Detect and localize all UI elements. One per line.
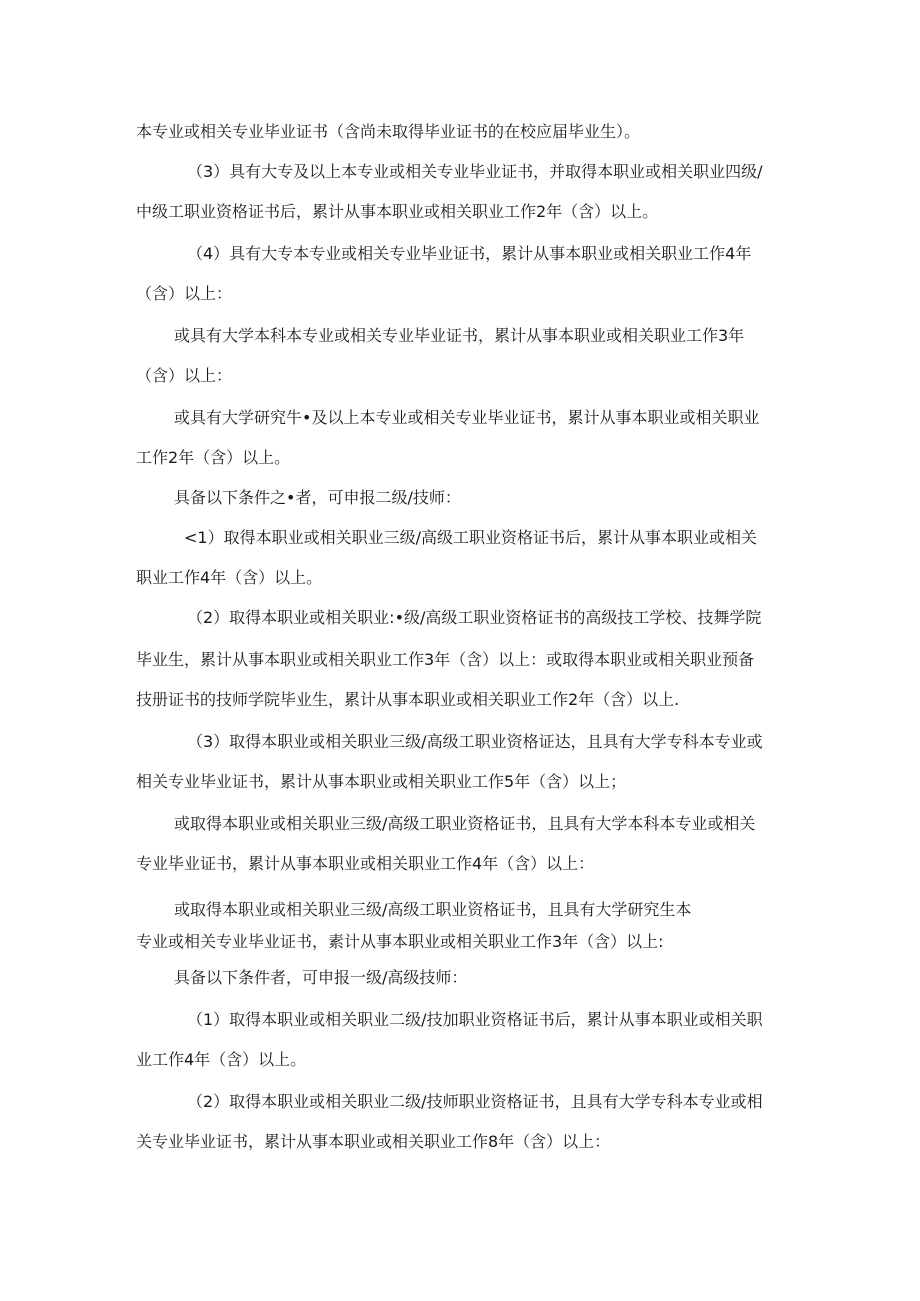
text-line: （含）以上： [136, 366, 233, 385]
text-line: （4）具有大专本专业或相关专业毕业证书，累计从事本职业或相关职业工作4年 [187, 244, 752, 263]
text-line: 专业或相关专业毕业证书，素计从事本职业或相关职业工作3年（含）以上: [136, 932, 664, 951]
text-line: 或取得本职业或相关职业三级/高级工职业资格证书，且具有大学本科本专业或相关 [174, 814, 756, 833]
text-line: （含）以上： [136, 284, 233, 303]
text-line: （3）具有大专及以上本专业或相关专业毕业证书，并取得本职业或相关职业四级/ [187, 162, 763, 181]
text-line: （1）取得本职业或相关职业二级/技加职业资格证书后，累计从事本职业或相关职 [187, 1010, 763, 1029]
text-line: 业工作4年（含）以上。 [136, 1050, 307, 1069]
section-heading: 具备以下条件者，可申报一级/高级技师： [174, 968, 468, 987]
text-line: （2）取得本职业或相关职业二级/技师职业资格证书，且具有大学专科本专业或相 [187, 1092, 763, 1111]
text-line: （3）取得本职业或相关职业三级/高级工职业资格证达，且具有大学专科本专业或 [187, 732, 763, 751]
text-line: 或具有大学研究牛•及以上本专业或相关专业毕业证书，累计从事本职业或相关职业 [174, 408, 760, 427]
text-line: 职业工作4年（含）以上。 [136, 568, 323, 587]
text-line: （2）取得本职业或相关职业:•级/高级工职业资格证书的高级技工学校、技舞学院 [187, 608, 762, 627]
text-line: 工作2年（含）以上。 [136, 448, 291, 467]
text-line: 关专业毕业证书，累计从事本职业或相关职业工作8年（含）以上： [136, 1132, 611, 1151]
text-line: 技册证书的技师学院毕业生，累计从事本职业或相关职业工作2年（含）以上. [136, 690, 680, 709]
text-line: 专业毕业证书，累计从事本职业或相关职业工作4年（含）以上： [136, 854, 595, 873]
text-line: 或取得本职业或相关职业三级/高级工职业资格证书，且具有大学研究生本 [174, 900, 692, 919]
text-line: 本专业或相关专业毕业证书（含尚未取得毕业证书的在校应届毕业生）。 [136, 122, 641, 141]
text-line: <1）取得本职业或相关职业三级/高级工职业资格证书后，累计从事本职业或相关 [184, 528, 757, 547]
text-line: 毕业生，累计从事本职业或相关职业工作3年（含）以上：或取得本职业或相关职业预备 [136, 650, 755, 669]
section-heading: 具备以下条件之•者，可申报二级/技师： [174, 488, 461, 507]
text-line: 相关专业毕业证书，累计从事本职业或相关职业工作5年（含）以上； [136, 772, 627, 791]
text-line: 或具有大学本科本专业或相关专业毕业证书，累计从事本职业或相关职业工作3年 [174, 326, 745, 345]
text-line: 中级工职业资格证书后，累计从事本职业或相关职业工作2年（含）以上。 [136, 202, 659, 221]
